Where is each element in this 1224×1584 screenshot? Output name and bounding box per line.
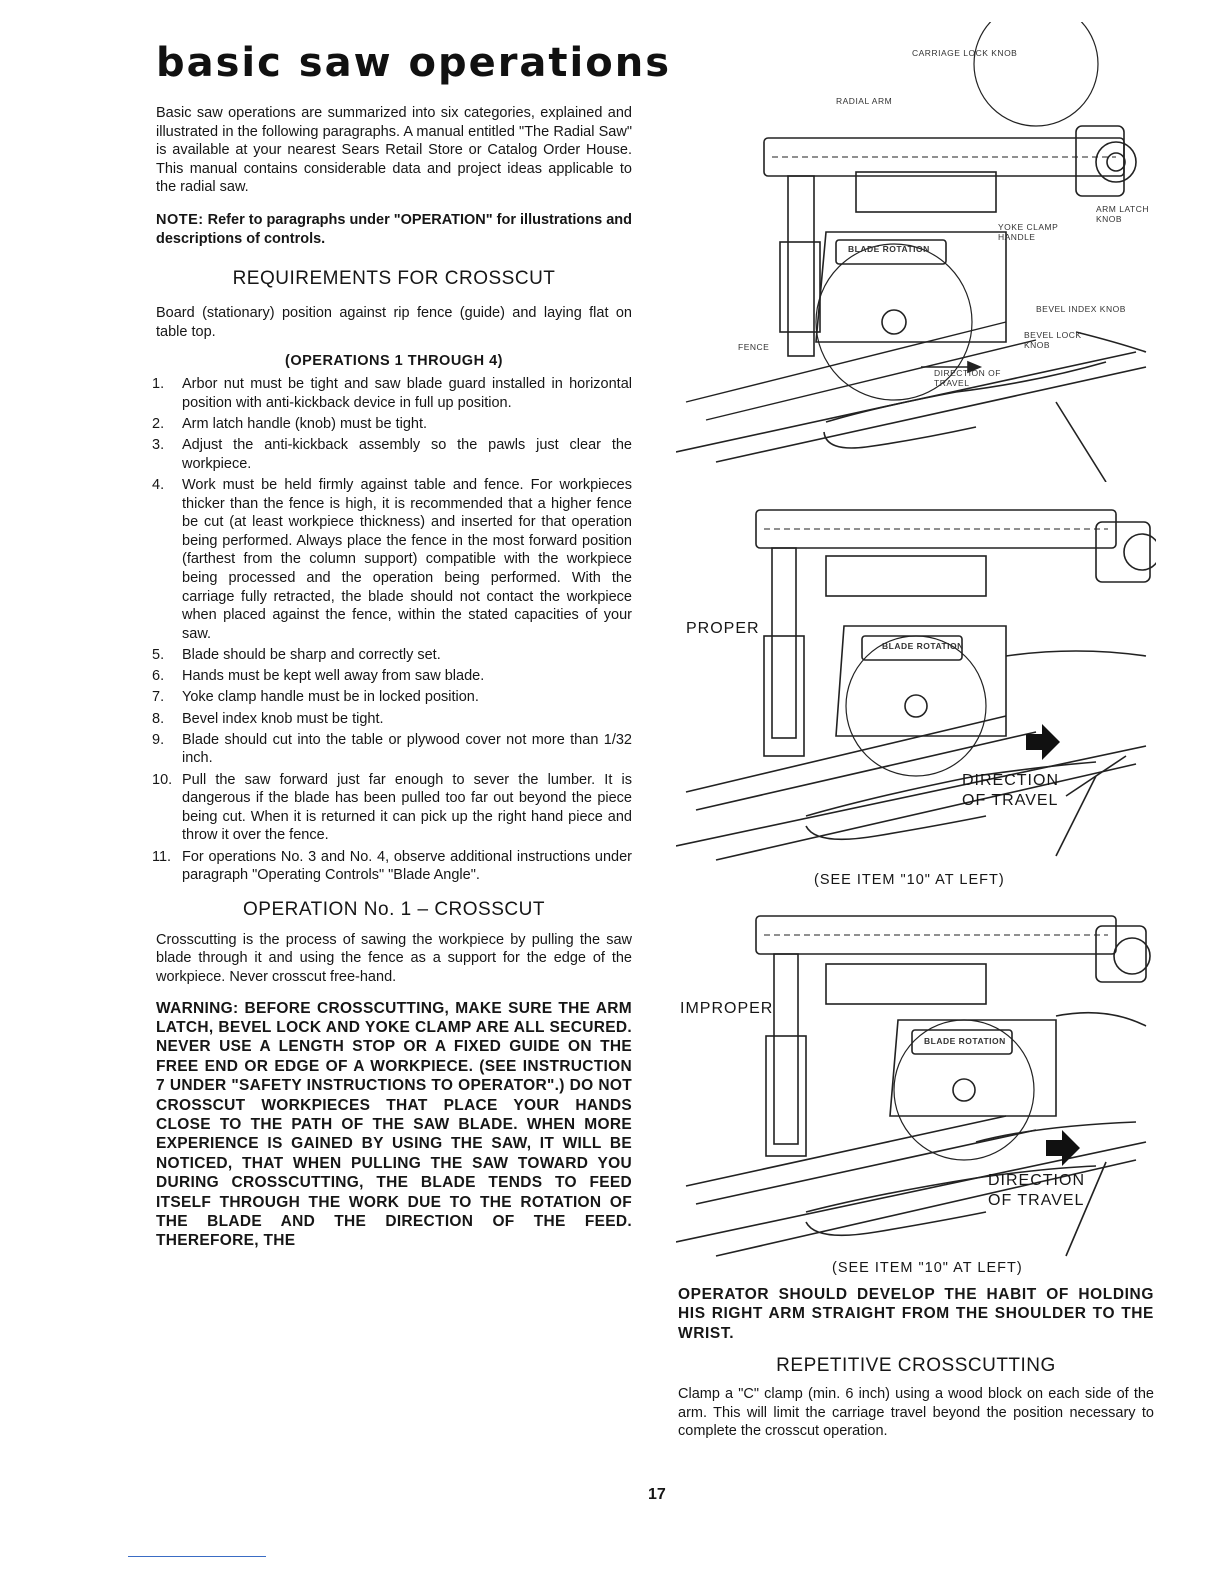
improper-direction-line2: OF TRAVEL (988, 1192, 1085, 1209)
improper-label: IMPROPER (680, 1000, 774, 1017)
improper-caption: (SEE ITEM "10" AT LEFT) (832, 1260, 1023, 1276)
operator-note: OPERATOR SHOULD DEVELOP THE HABIT OF HOLDING HIS RIGHT ARM STRAIGHT FROM THE SHOULDER TO THE WRIST. (678, 1286, 1154, 1342)
saw-illustration-proper (676, 496, 1156, 876)
proper-direction-line1: DIRECTION (962, 772, 1059, 789)
repetitive-text: Clamp a "C" clamp (min. 6 inch) using a wood block on each side of the arm. This will limit the carriage travel beyond the position necessary to complete the crosscut operation. (678, 1386, 1154, 1440)
label-fence: FENCE (738, 342, 770, 352)
label-direction-1: DIRECTION OF TRAVEL (934, 368, 1001, 388)
list-item: 1. Arbor nut must be tight and saw blade guard installed in horizontal position with anti-kickback device in full up position. (152, 376, 632, 411)
warning-paragraph: WARNING: BEFORE CROSSCUTTING, MAKE SURE THE ARM LATCH, BEVEL LOCK AND YOKE CLAMP ARE ALL SECURED. NEVER USE A LENGTH STOP OR A FIXED GUIDE ON THE FREE END OR EDGE OF A WORKPIECE. (SEE INSTRUCTION 7 UNDER "SAFETY INSTRUCTIONS TO OPERATOR".) DO NOT CROSSCUT WORKPIECES THAT PLACE YOUR HANDS CLOSE TO THE PATH OF THE SAW BLADE. WHEN MORE EXPERIENCE IS GAINED BY USING THE SAW, IT WILL BE NOTICED, THAT WHEN PULLING THE SAW TOWARD YOU DURING CROSSCUTTING, THE BLADE TENDS TO FEED ITSELF THROUGH THE WORK DUE TO THE ROTATION OF THE BLADE AND THE DIRECTION OF THE FEED. THEREFORE, THE (156, 999, 632, 1250)
label-arm-latch: ARM LATCH KNOB (1096, 204, 1149, 224)
list-item: 9. Blade should cut into the table or plywood cover not more than 1/32 inch. (152, 731, 632, 767)
proper-label: PROPER (686, 620, 760, 637)
figure-saw-controls (676, 22, 1156, 482)
label-blade-rotation-2: BLADE ROTATION (882, 641, 964, 651)
note-text: Refer to paragraphs under "OPERATION" for illustrations and descriptions of controls. (156, 211, 633, 247)
label-carriage-lock: CARRIAGE LOCK KNOB (912, 48, 1018, 58)
operation1-heading: OPERATION No. 1 – CROSSCUT (243, 898, 545, 920)
divider (128, 1556, 266, 1557)
note-label: NOTE: (156, 211, 204, 228)
list-item: 2. Arm latch handle (knob) must be tight. (152, 416, 428, 433)
repetitive-heading: REPETITIVE CROSSCUTTING (776, 1355, 1056, 1376)
note-paragraph (156, 211, 632, 248)
list-item: 8. Bevel index knob must be tight. (152, 710, 384, 727)
operation1-text: Crosscutting is the process of sawing the workpiece by pulling the saw blade through it and using the fence as a support for the edge of the workpiece. Never crosscut free-hand. (156, 931, 632, 985)
label-blade-rotation-1: BLADE ROTATION (848, 244, 930, 254)
label-bevel-lock: BEVEL LOCK KNOB (1024, 330, 1082, 350)
requirements-list (152, 375, 632, 884)
label-radial-arm: RADIAL ARM (836, 96, 893, 106)
list-item: 10. Pull the saw forward just far enough to sever the lumber. It is dangerous if the blade has been pulled too far out beyond the piece being cut. When it is returned it can pick up the right hand piece and throw it over the fence. (152, 771, 632, 844)
list-item: 3. Adjust the anti-kickback assembly so the pawls just clear the workpiece. (152, 437, 632, 472)
list-item: 11. For operations No. 3 and No. 4, observe additional instructions under paragraph "Operating Controls" "Blade Angle". (152, 848, 632, 884)
page-title: basic saw operations (156, 40, 672, 86)
label-bevel-index: BEVEL INDEX KNOB (1036, 304, 1126, 314)
right-column (676, 22, 1156, 1472)
intro-paragraph: Basic saw operations are summarized into six categories, explained and illustrated in the following paragraphs. A manual entitled "The Radial Saw" is available at your nearest Sears Retail Store or Catalog Order House. This manual contains considerable data and project ideas applicable to the radial saw. (156, 105, 632, 196)
label-yoke-clamp: YOKE CLAMP HANDLE (998, 222, 1059, 242)
proper-caption: (SEE ITEM "10" AT LEFT) (814, 872, 1005, 888)
requirements-text: Board (stationary) position against rip fence (guide) and laying flat on table top. (156, 305, 632, 340)
label-blade-rotation-3: BLADE ROTATION (924, 1036, 1006, 1046)
list-item: 5. Blade should be sharp and correctly set. (152, 647, 441, 664)
proper-direction-line2: OF TRAVEL (962, 792, 1059, 809)
improper-direction-line1: DIRECTION (988, 1172, 1085, 1189)
page-number: 17 (648, 1486, 666, 1503)
figure-proper (676, 496, 1156, 888)
requirements-heading: REQUIREMENTS FOR CROSSCUT (232, 268, 556, 290)
list-item: 4. Work must be held firmly against table and fence. For workpieces thicker than the fence is high, it is recommended that a higher fence be cut (at least workpiece thickness) and inserted for that operation being performed. Always place the fence in the most forward position (farthest from the column support) compatible with the workpiece being processed and the operation being performed. With the carriage fully retracted, the blade should not contact the workpiece when placed against the fence, within the stated capacities of your saw. (152, 477, 632, 642)
list-item: 7. Yoke clamp handle must be in locked position. (152, 689, 479, 706)
operations-subheading: (OPERATIONS 1 THROUGH 4) (285, 353, 503, 370)
list-item: 6. Hands must be kept well away from saw blade. (152, 668, 485, 685)
figure-improper (676, 886, 1156, 1276)
left-column (152, 104, 633, 1251)
